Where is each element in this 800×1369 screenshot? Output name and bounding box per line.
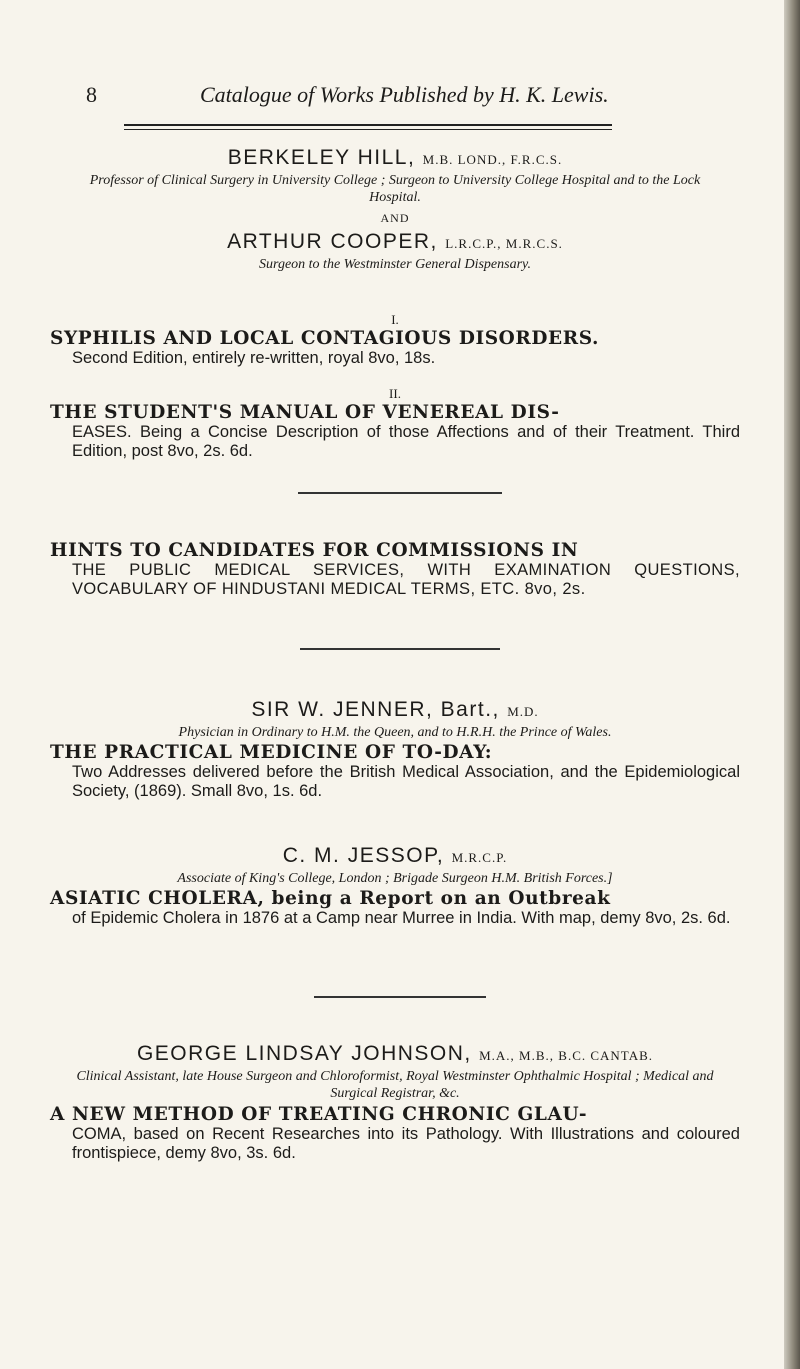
author-affiliation: Physician in Ordinary to H.M. the Queen, and to H.R.H. the Prince of Wales. — [178, 725, 612, 740]
work-description: Second Edition, entirely re-written, royal 8vo, 18s. — [72, 349, 436, 367]
work-description: of Epidemic Cholera in 1876 at a Camp near Murree in India. With map, demy 8vo, 2s. 6d. — [72, 909, 731, 927]
page-header — [86, 82, 686, 112]
work-entry — [50, 540, 740, 599]
work-title: THE STUDENT'S MANUAL OF VENEREAL DIS- — [50, 402, 560, 423]
author-degrees: M.A., M.B., B.C. CANTAB. — [479, 1048, 654, 1063]
section-divider — [314, 996, 486, 998]
conjunction: AND — [380, 211, 410, 225]
work-entry — [50, 312, 740, 368]
author-name: SIR W. JENNER, Bart., — [251, 698, 500, 721]
author-heading — [50, 230, 740, 256]
work-entry — [50, 386, 740, 461]
author-affiliation: Associate of King's College, London ; Brigade Surgeon H.M. British Forces.] — [177, 871, 613, 886]
entry-jessop — [50, 844, 740, 887]
work-description: Two Addresses delivered before the British Medical Association, and the Epidemiological Society, (1869). Small 8vo, 1s. 6d. — [72, 763, 740, 800]
work-description: THE PUBLIC MEDICAL SERVICES, WITH EXAMINATION QUESTIONS, VOCABULARY OF HINDUSTANI MEDICAL TERMS, ETC. 8vo, 2s. — [72, 561, 740, 598]
author-heading — [50, 1042, 740, 1068]
author-degrees: M.D. — [507, 704, 539, 719]
work-numeral: I. — [391, 312, 399, 327]
entry-jenner — [50, 698, 740, 741]
work-title: SYPHILIS AND LOCAL CONTAGIOUS DISORDERS. — [50, 328, 600, 349]
work-entry — [50, 888, 740, 928]
work-entry — [50, 1104, 740, 1163]
author-affiliation: Surgeon to the Westminster General Dispensary. — [259, 257, 531, 272]
section-divider — [298, 492, 502, 494]
running-title: Catalogue of Works Published by H. K. Lewis. — [200, 82, 609, 107]
author-affiliation: Professor of Clinical Surgery in University College ; Surgeon to University College Hospital and to the Lock Hospital. — [89, 173, 701, 205]
page-edge-shadow — [784, 0, 800, 1369]
author-degrees: M.R.C.P. — [451, 850, 508, 865]
author-name: GEORGE LINDSAY JOHNSON, — [136, 1042, 472, 1065]
work-title: THE PRACTICAL MEDICINE OF TO-DAY: — [50, 742, 493, 763]
header-rule-top — [124, 124, 612, 126]
header-rule-bottom — [124, 129, 612, 130]
author-heading — [50, 698, 740, 724]
work-title: HINTS TO CANDIDATES FOR COMMISSIONS IN — [50, 540, 579, 561]
author-name: ARTHUR COOPER, — [227, 230, 438, 253]
author-name: C. M. JESSOP, — [282, 844, 445, 867]
author-degrees: L.R.C.P., M.R.C.S. — [445, 236, 563, 251]
page-number: 8 — [86, 82, 97, 107]
author-heading — [50, 146, 740, 172]
work-title: ASIATIC CHOLERA, being a Report on an Outbreak — [50, 888, 611, 909]
work-numeral: II. — [389, 386, 401, 401]
section-divider — [300, 648, 500, 650]
entry-johnson — [50, 1042, 740, 1102]
author-affiliation: Clinical Assistant, late House Surgeon and Chloroformist, Royal Westminster Ophthalmic Hospital ; Medical and Surgical Registrar, &c. — [76, 1069, 714, 1101]
author-heading — [50, 844, 740, 870]
author-degrees: M.B. LOND., F.R.C.S. — [422, 152, 563, 167]
entry-hill-cooper — [50, 146, 740, 273]
work-description: COMA, based on Recent Researches into its Pathology. With Illustrations and coloured frontispiece, demy 8vo, 3s. 6d. — [72, 1125, 740, 1162]
work-description: EASES. Being a Concise Description of those Affections and of their Treatment. Third Edition, post 8vo, 2s. 6d. — [72, 423, 740, 460]
author-name: BERKELEY HILL, — [227, 146, 416, 169]
work-title: A NEW METHOD OF TREATING CHRONIC GLAU- — [50, 1104, 588, 1125]
